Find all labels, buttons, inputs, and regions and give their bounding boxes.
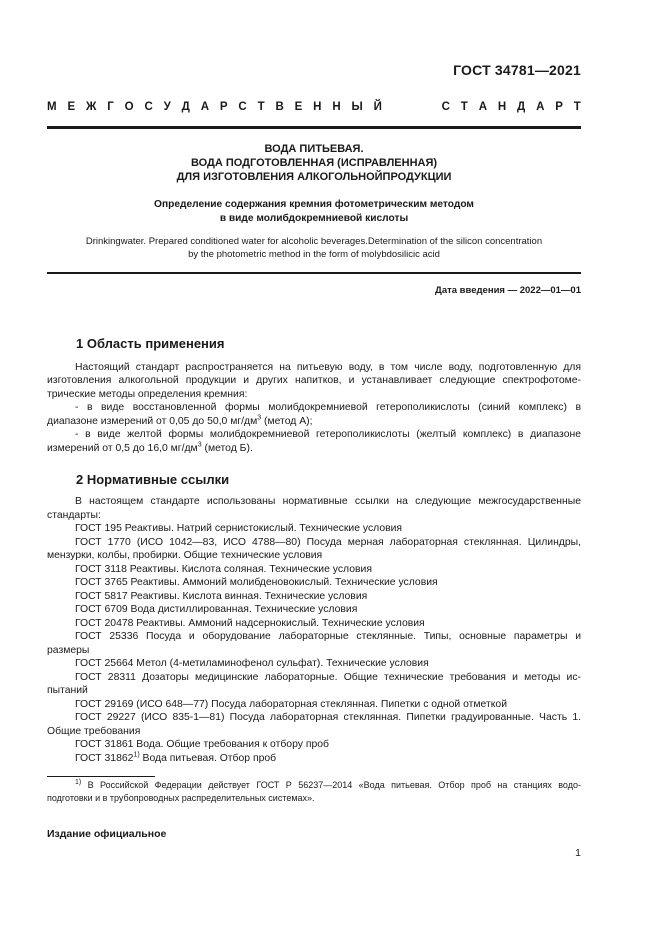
banner-letter: Т — [573, 101, 581, 113]
page-number: 1 — [575, 847, 581, 859]
banner-letter: С — [238, 101, 247, 113]
banner-letter: Г — [107, 101, 114, 113]
footnote-divider — [47, 776, 155, 777]
section-2-intro: стандарты: — [47, 510, 101, 521]
subtitle-line-2: в виде молибдокремниевой кислоты — [219, 213, 409, 224]
interstate-standard-banner — [47, 101, 581, 113]
banner-letter: М — [47, 101, 57, 113]
reference-item: ГОСТ 195 Реактивы. Натрий сернистокислый. Технические условия — [75, 523, 403, 534]
banner-letter: Т — [460, 101, 468, 113]
reference-item: Общие требования — [47, 726, 141, 737]
english-title-line-1: Drinkingwater. Prepared conditioned water for alcoholic beverages.Determination of the silicon concentration — [85, 236, 543, 247]
method-b-item: измерений от 0,5 до 16,0 $мг/дм^3$ (метод Б). — [47, 441, 253, 454]
banner-letter: Н — [332, 101, 341, 113]
reference-item: ГОСТ 29169 (ИСО 648—77) Посуда лабораторная стеклянная. Пипетки с одной отметкой — [75, 699, 508, 710]
footnote-text: подготовки и в трубопроводных распределительных системах». — [47, 793, 315, 803]
title-line-1: ВОДА ПИТЬЕВАЯ. — [264, 143, 364, 155]
banner-letter: А — [478, 101, 487, 113]
banner-letter: Н — [497, 101, 507, 113]
method-a-item: - в виде восстановленной формы молибдокремниевой гетерополикислоты (синий комплекс) в — [75, 402, 581, 413]
banner-letter: Й — [373, 101, 382, 113]
reference-item: ГОСТ 28311 Дозаторы медицинские лабораторные. Общие технические требования и методы ис- — [75, 672, 581, 683]
standard-code: ГОСТ 34781—2021 — [453, 62, 581, 78]
title-divider — [47, 272, 581, 274]
header-divider — [47, 126, 581, 129]
banner-letter: Е — [67, 101, 76, 113]
banner-letter: В — [275, 101, 284, 113]
banner-letter: Д — [181, 101, 190, 113]
subtitle-line-1: Определение содержания кремния фотометрическим методом — [154, 199, 474, 210]
reference-item: ГОСТ 6709 Вода дистиллированная. Технические условия — [75, 604, 358, 615]
section-1-text: трические методы определения кремния: — [47, 389, 248, 400]
banner-letter: С — [441, 101, 450, 113]
reference-item: ГОСТ 31861 Вода. Общие требования к отбору проб — [75, 739, 329, 750]
reference-item: мензурки, колбы, пробирки. Общие технические условия — [47, 550, 323, 561]
banner-letter: Р — [219, 101, 228, 113]
banner-letter: Е — [294, 101, 303, 113]
reference-item: ГОСТ 31862$^{1)}$ Вода питьевая. Отбор проб — [75, 751, 277, 764]
section-2-heading: 2 Нормативные ссылки — [76, 472, 230, 487]
reference-item: ГОСТ 29227 (ИСО 835-1—81) Посуда лабораторная стеклянная. Пипетки градуированные. Часть 1. — [75, 712, 581, 723]
reference-item: ГОСТ 25336 Посуда и оборудование лабораторные стеклянные. Типы, основные параметры и — [75, 631, 581, 642]
reference-item: размеры — [47, 645, 90, 656]
section-2-intro: В настоящем стандарте использованы нормативные ссылки на следующие межгосударственные — [75, 496, 581, 507]
method-b-item: - в виде желтой формы молибдокремниевой гетерополикислоты (желтый комплекс) в диапазоне — [75, 429, 581, 440]
title-line-2: ВОДА ПОДГОТОВЛЕННАЯ (ИСПРАВЛЕННАЯ) — [190, 157, 438, 169]
section-1-heading: 1 Область применения — [76, 336, 225, 351]
method-a-item: диапазоне измерений от 0,05 до 50,0 $мг/дм^3$ (метод А); — [47, 414, 313, 427]
banner-letter: А — [200, 101, 210, 113]
introduction-date: Дата введения — 2022—01—01 — [435, 285, 581, 296]
reference-item: ГОСТ 1770 (ИСО 1042—83, ИСО 4788—80) Посуда мерная лабораторная стеклянная. Цилиндры, — [75, 537, 581, 548]
banner-gap — [393, 101, 431, 113]
reference-item: пытаний — [47, 685, 88, 696]
section-1-text: Настоящий стандарт распространяется на питьевую воду, в том числе воду, подготовленную для — [75, 362, 581, 373]
banner-letter: Д — [517, 101, 526, 113]
reference-item: ГОСТ 20478 Реактивы. Аммоний надсернокислый. Технические условия — [75, 618, 425, 629]
banner-letter: У — [163, 101, 171, 113]
reference-item: ГОСТ 5817 Реактивы. Кислота винная. Технические условия — [75, 591, 368, 602]
banner-letter: О — [124, 101, 134, 113]
section-1-text: изготовления алкогольной продукции и других напитков, и устанавливает следующие спектрофотоме- — [47, 375, 581, 386]
reference-item: ГОСТ 25664 Метол (4-метиламинофенол сульфат). Технические условия — [75, 658, 429, 669]
banner-letter: С — [144, 101, 153, 113]
official-edition-label: Издание официальное — [47, 828, 167, 840]
english-title-line-2: by the photometric method in the form of molybdosilicic acid — [188, 249, 440, 260]
banner-letter: Р — [555, 101, 563, 113]
banner-letter: Т — [257, 101, 265, 113]
banner-letter: Ы — [351, 101, 363, 113]
title-line-3: ДЛЯ ИЗГОТОВЛЕНИЯ АЛКОГОЛЬНОЙПРОДУКЦИИ — [176, 171, 452, 183]
banner-letter: Ж — [85, 101, 97, 113]
footnote-marker: 1) — [133, 751, 140, 759]
banner-letter: Н — [313, 101, 322, 113]
footnote-text: $^{1)}$ В Российской Федерации действует ГОСТ Р 56237—2014 «Вода питьевая. Отбор проб на станциях водо- — [75, 779, 581, 790]
reference-item: ГОСТ 3118 Реактивы. Кислота соляная. Технические условия — [75, 564, 372, 575]
banner-letter: А — [536, 101, 545, 113]
reference-item: ГОСТ 3765 Реактивы. Аммоний молибденовокислый. Технические условия — [75, 577, 438, 588]
